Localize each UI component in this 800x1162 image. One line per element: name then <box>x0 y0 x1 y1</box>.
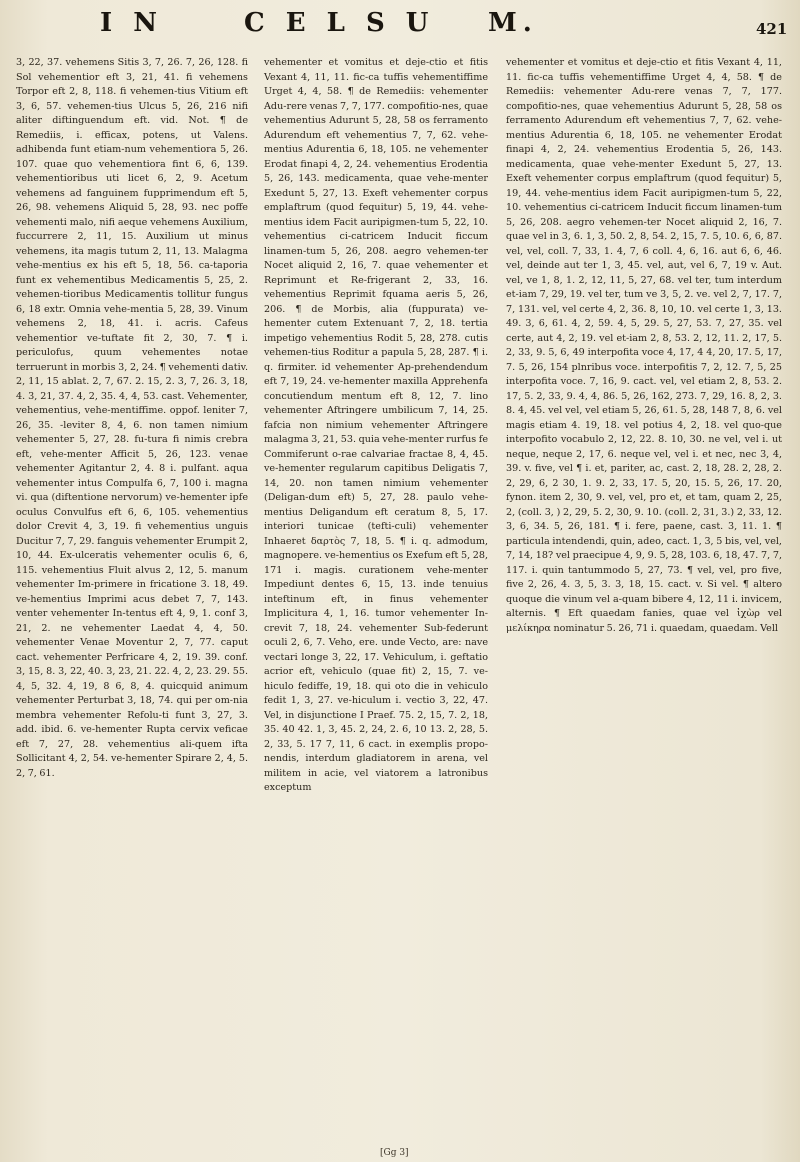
header-left-letters: I N <box>100 8 163 38</box>
text-column-middle <box>264 56 488 796</box>
page-number: 421 <box>756 20 788 38</box>
header-right-letter: M. <box>488 8 538 38</box>
running-header <box>0 8 800 48</box>
column-text: 3, 22, 37. vehemens Sitis 3, 7, 26. 7, 26, 128. fi Sol vehementior eft 3, 21, 41. fi vehemens Torpor eft 2, 8, 118. fi vehemen-tius Vitium eft 3, 6, 57. vehemen-tius Ulcus 5, 26, 216 nifi aliter diftinguendum eft. vid. Not. ¶ de Remediis, i. efficax, potens, ut Valens. adhibenda funt etiam-num vehementiora 5, 26. 107. quae quo vehementiora fint 6, 6, 139. vehementioribus uti licet 6, 2, 9. Acetum vehemens ad fanguinem fupprimendum eft 5, 26, 98. vehemens Aliquid 5, 28, 93. nec poffe vehementi malo, nifi aeque vehemens Auxilium, fuccurrere 2, 11, 15. Auxilium ut minus vehemens, ita magis tutum 2, 11, 13. Malagma vehe-mentius ex his eft 5, 18, 56. ca-taporia funt ex vehementibus Medicamentis 5, 25, 2. vehemen-tioribus Medicamentis tollitur fungus 6, 18 extr. Omnia vehe-mentia 5, 28, 39. Vinum vehemens 2, 18, 41. i. acris. Cafeus vehementior ve-tuftate fit 2, 30, 7. ¶ i. periculofus, quum vehementes notae terruerunt in morbis 3, 2, 24. ¶ vehementi dativ. 2, 11, 15 ablat. 2, 7, 67. 2. 15, 2. 3, 7, 26. 3, 18, 4. 3, 21, 37. 4, 2, 35. 4, 4, 53. cast. Vehementer, vehementius, vehe-mentiffime. oppof. leniter 7, 26, 35. -leviter 8, 4, 6. non tamen nimium vehementer 5, 27, 28. fu-tura fi nimis crebra eft, vehe-menter Afficit 5, 26, 123. venae vehementer Agitantur 2, 4. 8 i. pulfant. aqua vehementer intus Compulfa 6, 7, 100 i. magna vi. qua (diftentione nervorum) ve-hementer ipfe oculus Convulfus eft 6, 6, 105. vehementius dolor Crevit 4, 3, 19. fi vehementius unguis Ducitur 7, 7, 29. fanguis vehementer Erumpit 2, 10, 44. Ex-ulceratis vehementer oculis 6, 6, 115. vehementius Fluit alvus 2, 12, 5. manum vehementer Im-primere in fricatione 3. 18, 49. ve-hementius Imprimi acus debet 7, 7, 143. venter vehementer In-tentus eft 4, 9, 1. conf 3, 21, 2. ne vehementer Laedat 4, 4, 50. vehementer Venae Moventur 2, 7, 77. caput cact. vehementer Perfricare 4, 2, 19. 39. conf. 3, 15, 8. 3, 22, 40. 3, 23, 21. 22. 4, 2, 23. 29. 55. 4, 5, 32. 4, 19, 8 6, 8, 4. quicquid animum vehementer Perturbat 3, 18, 74. qui per om-nia membra vehementer Refolu-ti funt 3, 27, 3. add. ibid. 6. ve-hementer Rupta cervix veficae eft 7, 27, 28. vehementius ali-quem ifta Sollicitant 4, 2, 54. ve-hementer Spirare 2, 4, 5. 2, 7, 61. <box>16 57 248 779</box>
column-text: vehementer et vomitus et deje-ctio et fitis Vexant 4, 11, 11. fic-ca tuffis vehementiffime Urget 4, 4, 58. ¶ de Remediis: vehementer Adu-rere venas 7, 7, 177. compofitio-nes, quae vehementius Adurunt 5, 28, 58 os ferramento Adurendum eft vehementius 7, 7, 62. vehe-mentius Adurentia 6, 18, 105. ne vehementer Erodat finapi 4, 2, 24. vehementius Erodentia 5, 26, 143. medicamenta, quae vehe-menter Exedunt 5, 27, 13. Exeft vehementer corpus emplaftrum (quod fequitur) 5, 19, 44. vehe-mentius idem Facit auripigmen-tum 5, 22, 10. vehementius ci-catricem Inducit ficcum linamen-tum 5, 26, 208. aegro vehemen-ter Nocet aliquid 2, 16, 7. quae vehementer et Reprimunt et Re-frigerant 2, 33, 16. vehementius Reprimit fquama aeris 5, 26, 206. ¶ de Morbis, alia (fuppurata) ve-hementer cutem Extenuant 7, 2, 18. tertia impetigo vehementius Rodit 5, 28, 278. cutis vehemen-tius Roditur a papula 5, 28, 287. ¶ i. q. firmiter. id vehementer Ap-prehendendum eft 7, 19, 24. ve-hementer maxilla Apprehenfa concutiendum mentum eft 8, 12, 7. lino vehementer Aftringere umbilicum 7, 14, 25. fafcia non nimium vehementer Aftringere malagma 3, 21, 53. quia vehe-menter rurfus fe Commiferunt o-rae calvariae fractae 8, 4, 45. ve-hementer regularum capitibus Deligatis 7, 14, 20. non tamen nimium vehementer (Deligan-dum eft) 5, 27, 28. paulo vehe-mentius Deligandum eft ceratum 8, 5, 17. interiori tunicae (tefti-culi) vehementer Inhaeret δαρτὸς 7, 18, 5. ¶ i. q. admodum, magnopere. ve-hementius os Exefum eft 5, 28, 171 i. magis. curationem vehe-menter Impediunt dentes 6, 15, 13. inde tenuius inteftinum eft, in finus vehementer Implicitura 4, 1, 16. tumor vehementer In-crevit 7, 18, 24. vehementer Sub-federunt oculi 2, 6, 7. Veho, ere. unde Vecto, are: nave vectari longe 3, 22, 17. Vehiculum, i. geftatio acrior eft, vehiculo (quae fit) 2, 15, 7. ve-hiculo fediffe, 19, 18. qui oto die in vehiculo fedit 1, 3, 27. ve-hiculum i. vectio 3, 22, 47. Vel, in disjunctione I Praef. 75. 2, 15, 7. 2, 18, 35. 40 42. 1, 3, 45. 2, 24, 2. 6, 10 13. 2, 28, 5. 2, 33, 5. 17 7, 11, 6 cact. in exemplis propo-nendis, interdum gladiatorem in arena, vel militem in acie, vel viatorem a latronibus exceptum <box>264 57 488 793</box>
text-column-right <box>506 56 782 636</box>
column-text: vehementer et vomitus et deje-ctio et fitis Vexant 4, 11, 11. fic-ca tuffis vehementiffime Urget 4, 4, 58. ¶ de Remediis: vehementer Adu-rere venas 7, 7, 177. compofitio-nes, quae vehementius Adurunt 5, 28, 58 os ferramento Adurendum eft vehementius 7, 7, 62. vehe-mentius Adurentia 6, 18, 105. ne vehementer Erodat finapi 4, 2, 24. vehementius Erodentia 5, 26, 143. medicamenta, quae vehe-menter Exedunt 5, 27, 13. Exeft vehementer corpus emplaftrum (quod fequitur) 5, 19, 44. vehe-mentius idem Facit auripigmen-tum 5, 22, 10. vehementius ci-catricem Inducit ficcum linamen-tum 5, 26, 208. aegro vehemen-ter Nocet aliquid 2, 16, 7. quae vel in 3, 6. 1, 3, 50. 2, 8, 54. 2, 15, 7. 5, 10. 6, 6, 87. vel, vel, coll. 7, 33, 1. 4, 7, 6 coll. 4, 6, 16. aut 6, 6, 46. vel, deinde aut ter 1, 3, 45. vel, aut, vel 6, 7, 19 v. Aut. vel, ve 1, 8, 1. 2, 12, 11, 5, 27, 68. vel ter, tum interdum et-iam 7, 29, 19. vel ter, tum ve 3, 5, 2. ve. vel 2, 7, 17. 7, 7, 131. vel, vel certe 4, 2, 36. 8, 10, 10. vel certe 1, 3, 13. 49. 3, 6, 61. 4, 2, 59. 4, 5, 29. 5, 27, 53. 7, 27, 35. vel certe, aut 4, 2, 19. vel et-iam 2, 8, 53. 2, 12, 11. 2, 17, 5. 2, 33, 9. 5, 6, 49 interpofita voce 4, 17, 4 4, 20, 17. 5, 17, 7. 5, 26, 154 plnribus voce. interpofitis 7, 2, 12. 7, 5, 25 interpofita voce. 7, 16, 9. cact. vel, vel etiam 2, 8, 53. 2. 17, 5. 2, 33, 9. 4, 4, 86. 5, 26, 162, 273. 7, 29, 16. 8, 2, 3. 8. 4, 45. vel vel, vel etiam 5, 26, 61. 5, 28, 148 7, 8, 6. vel magis etiam 4. 19, 18. vel potius 4, 2, 18. vel quo-que interpofito vocabulo 2, 12, 22. 8. 10, 30. ne vel, vel i. ut neque, neque 2, 17, 6. neque vel, vel i. et nec, nec 3, 4, 39. v. five, vel ¶ i. et, pariter, ac, cast. 2, 18, 28. 2, 28, 2. 2, 29, 6, 2 30, 1. 9. 2, 33, 17. 5, 20, 15. 5, 26, 17. 20, fynon. item 2, 30, 9. vel, vel, pro et, et tam, quam 2, 25, 2, (coll. 3, ) 2, 29, 5. 2, 30, 9. 10. (coll. 2, 31, 3.) 2, 33, 12. 3, 6, 34. 5, 26, 181. ¶ i. fere, paene, cast. 3, 11. 1. ¶ particula intendendi, quin, adeo, cact. 1, 3, 5 bis, vel, vel, 7, 14, 18? vel praecipue 4, 9, 9. 5, 28, 103. 6, 18, 47. 7, 7, 117. i. quin tantummodo 5, 27, 73. ¶ vel, vel, pro five, five 2, 26, 4. 3, 5, 3. 3, 18, 15. cact. v. Si vel. ¶ altero quoque die vinum vel a-quam bibere 4, 12, 11 i. invicem, alternis. ¶ Eft quaedam fanies, quae vel ἰχὼρ vel μελίκηρα nominatur 5. 26, 71 i. quaedam, quaedam. Vell <box>506 57 782 634</box>
header-center-word: C E L S U <box>244 8 435 38</box>
text-column-left <box>16 56 248 781</box>
signature-mark: [Gg 3] <box>380 1148 409 1158</box>
